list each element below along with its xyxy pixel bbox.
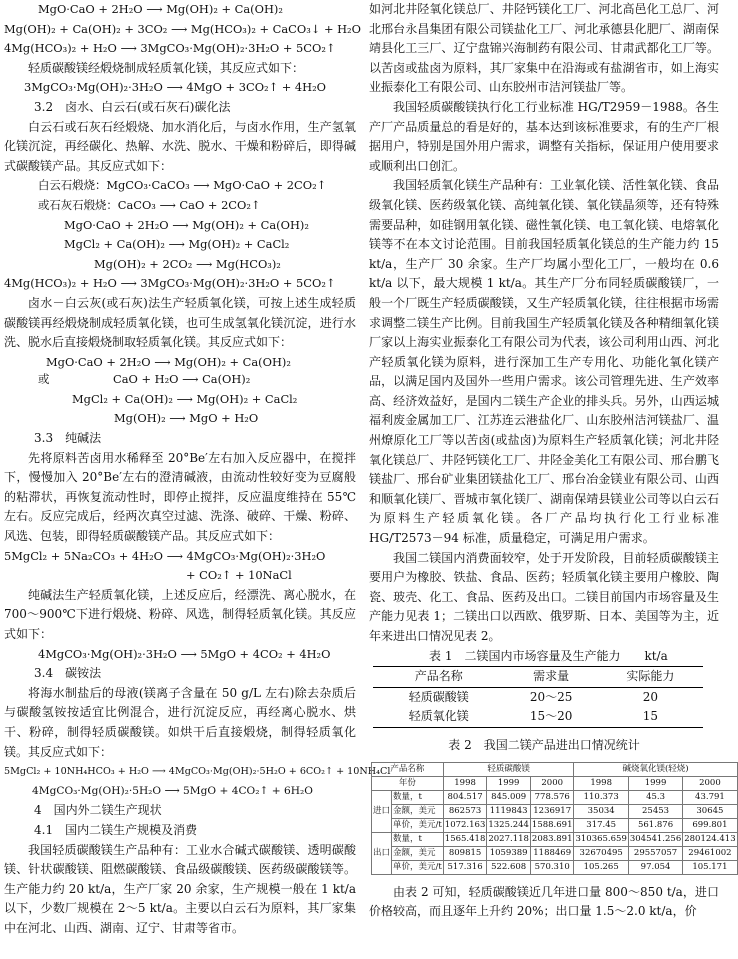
table-row: [372, 790, 738, 804]
table-header-row: [372, 762, 738, 776]
table-header: 碱烧氧化镁(轻烧): [574, 762, 737, 776]
section-heading: 3.3 纯碱法: [34, 431, 102, 446]
year-header: 1999: [487, 776, 531, 790]
table-cell: 25453: [628, 804, 682, 818]
table-cell: 15: [642, 709, 659, 724]
table-header: 产品名称: [372, 762, 444, 776]
table-cell: 2083.891: [530, 832, 574, 846]
table-cell: 15～20: [529, 709, 573, 724]
table-cell: 1059389: [487, 846, 531, 860]
row-label: 单价，美元/t: [392, 818, 444, 832]
right-column: [369, 0, 736, 922]
equation: MgO·CaO + 2H₂O ⟶ Mg(OH)₂ + Ca(OH)₂: [46, 354, 291, 369]
table-cell: 35034: [574, 804, 628, 818]
equation: 4MgCO₃·Mg(OH)₂·3H₂O ⟶ 5MgO + 4CO₂ + 4H₂O: [38, 646, 331, 661]
table-row: [372, 860, 738, 874]
paragraph: 纯碱法生产轻质氧化镁，上述反应后，经漂洗、离心脱水，在 700～900℃下进行煅烧、粉碎、风选，制得轻质氧化镁。其反应式如下：: [4, 587, 356, 641]
table-header-row: [372, 776, 738, 790]
equation: 或石灰石煅烧：CaCO₃ ⟶ CaO + 2CO₂↑: [38, 197, 261, 212]
table-cell: 1236917: [530, 804, 574, 818]
table-row: [372, 818, 738, 832]
equation: MgO·CaO + 2H₂O ⟶ Mg(OH)₂ + Ca(OH)₂: [64, 217, 309, 232]
section-heading: 4 国内外二镁生产现状: [34, 803, 162, 818]
equation: MgO·CaO + 2H₂O ⟶ Mg(OH)₂ + Ca(OH)₂: [38, 2, 283, 16]
row-label: 数量，t: [392, 790, 444, 804]
table-cell: 570.310: [530, 860, 574, 874]
equation: 4MgCO₃·Mg(OH)₂·5H₂O ⟶ 5MgO + 4CO₂↑ + 6H₂O: [32, 784, 313, 797]
paragraph: 我国轻质碳酸镁执行化工行业标准 HG/T2959－1988。各生产厂产品质量总的看是好的，基本达到该标准要求，有的生产厂根据用户，特别是国外用户需求，调整有关指标，保证用户使用要求或顺利出口创汇。: [369, 99, 719, 173]
table-cell: 20～25: [529, 689, 573, 704]
table-cell: 845.009: [487, 790, 531, 804]
year-header: 1998: [574, 776, 628, 790]
row-label: 金额，美元: [392, 804, 444, 818]
equation: Mg(OH)₂ + 2CO₂ ⟶ Mg(HCO₃)₂: [94, 256, 281, 271]
row-label: 单价，美元/t: [392, 860, 444, 874]
table-cell: 1588.691: [530, 818, 574, 832]
table-cell: 699.801: [683, 818, 737, 832]
table-header: 实际能力: [626, 669, 675, 684]
table-cell: 317.45: [574, 818, 628, 832]
year-header: 2000: [683, 776, 737, 790]
equation: 5MgCl₂ + 10NH₄HCO₃ + H₂O ⟶ 4MgCO₃·Mg(OH)₂·5H₂O + 6CO₂↑ + 10NH₄Cl: [4, 766, 391, 778]
table-cell: 105.265: [574, 860, 628, 874]
table-row: [372, 846, 738, 860]
paragraph: 白云石或石灰石经煅烧、加水消化后，与卤水作用，生产氢氧化镁沉淀，再经碳化、热解、水洗、脱水、干燥和粉碎后，即得碱式碳酸镁产品。其反应式如下：: [4, 119, 356, 173]
table-cell: 1325.244: [487, 818, 531, 832]
row-label: 金额，美元: [392, 846, 444, 860]
equation: 4Mg(HCO₃)₂ + H₂O ⟶ 3MgCO₃·Mg(OH)₂·3H₂O + 5CO₂↑: [4, 41, 336, 56]
table-cell: 1119843: [487, 804, 531, 818]
table-cell: 轻质碳酸镁: [408, 689, 469, 704]
table-cell: 43.791: [683, 790, 737, 804]
table-header: 年份: [372, 776, 444, 790]
table1-caption: 表 1 二镁国内市场容量及生产能力 kt/a: [429, 648, 668, 663]
table-cell: 1565.418: [443, 832, 487, 846]
table-cell: 280124.413: [683, 832, 737, 846]
table-cell: 310365.659: [574, 832, 628, 846]
table-cell: 32670495: [574, 846, 628, 860]
table-cell: 1188469: [530, 846, 574, 860]
table-cell: 804.517: [443, 790, 487, 804]
table-cell: 2027.118: [487, 832, 531, 846]
paragraph: 如河北井陉氧化镁总厂、井陉钙镁化工厂、河北高邑化工总厂、河北邢台永昌集团有限公司镁盐化工厂、河北承德县化肥厂、湖南保靖县化工三厂、辽宁盘锦兴海制药有限公司、甘肃武都化工厂等。以苦卤或盐卤为原料，其厂家集中在沿海或有盐湖省市，如上海实业振泰化工有限公司、山东胶州市洁河镁盐厂等。: [369, 2, 719, 95]
year-header: 1998: [443, 776, 487, 790]
table-cell: 862573: [443, 804, 487, 818]
equation-inline: CaO + H₂O ⟶ Ca(OH)₂: [113, 372, 251, 387]
table-header: 产品名称: [414, 669, 463, 684]
paragraph: 将海水制盐后的母液(镁离子含量在 50 g/L 左右)除去杂质后与碳酸氢铵按适宜比例混合，进行沉淀反应，再经离心脱水、烘干、粉碎，制得轻质碳酸镁。如烘干后直接煅烧，制得轻质氧化镁。其反应式如下：: [4, 685, 356, 759]
table1: [373, 666, 703, 728]
paragraph: 先将原料苦卤用水稀释至 20°Be′左右加入反应器中，在搅拌下，慢慢加入 20°Be′左右的澄清碱液，由流动性较好变为豆腐般的粘滞状，再恢复流动性时，即停止搅拌，反应温度维持在 55℃左右。反应完成后，经两次真空过滤、洗涤、破碎、干燥、粉碎、风选、包装，即得轻质碳酸镁产品。其反应式如下：: [4, 450, 356, 544]
table-cell: 561.876: [628, 818, 682, 832]
table-cell: 1072.163: [443, 818, 487, 832]
table-cell: 20: [642, 689, 659, 704]
table-header: 需求量: [533, 669, 570, 684]
table-cell: 809815: [443, 846, 487, 860]
table-cell: 517.316: [443, 860, 487, 874]
equation-or: [4, 370, 356, 390]
table-row: [373, 707, 703, 727]
paragraph: 我国轻质碳酸镁生产品种有：工业水合碱式碳酸镁、透明碳酸镁、针状碳酸镁、阻燃碳酸镁、食品级碳酸镁、医药级碳酸镁等。生产能力约 20 kt/a，生产厂家 20 余家，生产规模一般在 1 kt/a 以下，少数厂规模在 2～5 kt/a。主要以白云石为原料，其厂家集中在河北、山西、湖南、辽宁、甘肃等省市。: [4, 842, 356, 935]
group-label: 出口: [372, 832, 392, 874]
paragraph: 由表 2 可知，轻质碳酸镁近几年进口量 800～850 t/a，进口价格较高，而且逐年上升约 20%；出口量 1.5～2.0 kt/a，价: [369, 884, 719, 919]
table-row: [372, 832, 738, 846]
table-cell: 105.171: [683, 860, 737, 874]
table2-caption: 表 2 我国二镁产品进出口情况统计: [448, 737, 640, 752]
equation: Mg(OH)₂ ⟶ MgO + H₂O: [114, 411, 259, 426]
table-cell: 110.373: [574, 790, 628, 804]
export-rows: [372, 832, 738, 874]
paragraph: 我国轻质氧化镁生产品种有：工业氧化镁、活性氧化镁、食品级氧化镁、医药级氧化镁、高纯氧化镁、氧化镁晶须等，还有特殊需要品种，如硅钢用氧化镁、磁性氧化镁、电工氧化镁、电熔氧化镁等不在本文讨论范围。目前我国轻质氧化镁总的生产能力约 15 kt/a，生产厂 30 余家。生产厂均属小型化工厂，一般均在 0.6 kt/a 以下，最大规模 1 kt/a。其生产厂分布同轻质碳酸镁厂，一般一个厂既生产轻质碳酸镁，又生产轻质氧化镁，往往根据市场需求调整二镁生产比例。目前我国生产轻质氧化镁及各种精细氧化镁厂家以上海实业振泰化工有限公司为代表，该公司利用山西、河北产轻质氧化镁为原料，进行深加工生产专用化、功能化氧化镁产品，以满足国内及国外一些用户需求。该公司管理先进、生产效率高、经济效益好，是国内二镁生产企业的排头兵。另外，山西运城福利废金属加工厂、江苏连云港盐化厂、山东胶州洁河镁盐厂、温州燎原化工厂等以苦卤(或盐卤)为原料生产轻质氧化镁；河北井陉氧化镁总厂、井陉钙镁化工厂、井陉金美化工有限公司、邢台鹏飞镁盐厂、邢台矿业集团镁盐化工厂、邢台冶金镁业有限公司、山西和顺氧化镁厂、晋城市氧化镁厂、湖南保靖县镁业公司等以白云石为原料生产轻质氧化镁。各厂产品均执行化工行业标准 HG/T2573－94 标准，质量稳定，可满足用户需求。: [369, 178, 719, 546]
table-cell: 522.608: [487, 860, 531, 874]
section-heading: 3.4 碳铵法: [34, 666, 102, 681]
table-cell: 30645: [683, 804, 737, 818]
table-cell: 778.576: [530, 790, 574, 804]
section-heading: 3.2 卤水、白云石(或石灰石)碳化法: [34, 99, 231, 114]
table-cell: 304541.256: [628, 832, 682, 846]
equation: + CO₂↑ + 10NaCl: [186, 568, 292, 583]
equation: 4Mg(HCO₃)₂ + H₂O ⟶ 3MgCO₃·Mg(OH)₂·3H₂O + 5CO₂↑: [4, 276, 336, 291]
equation: 白云石煅烧：MgCO₃·CaCO₃ ⟶ MgO·CaO + 2CO₂↑: [38, 178, 327, 193]
or-label: 或: [38, 372, 50, 387]
table-cell: 29461002: [683, 846, 737, 860]
equation: MgCl₂ + Ca(OH)₂ ⟶ Mg(OH)₂ + CaCl₂: [64, 237, 290, 252]
table2: [371, 762, 738, 875]
row-label: 数量，t: [392, 832, 444, 846]
table-row: [373, 687, 703, 707]
equation: 5MgCl₂ + 5Na₂CO₃ + 4H₂O ⟶ 4MgCO₃·Mg(OH)₂·3H₂O: [4, 548, 326, 563]
table-cell: 29557057: [628, 846, 682, 860]
year-header: 2000: [530, 776, 574, 790]
table-header-row: [373, 667, 703, 688]
year-header: 1999: [628, 776, 682, 790]
table-row: [372, 804, 738, 818]
paragraph: 卤水－白云灰(或石灰)法生产轻质氧化镁，可按上述生成轻质碳酸镁再经煅烧制成轻质氧化镁，也可生成氢氧化镁沉淀，进行水洗、脱水后直接煅烧制取轻质氧化镁。其反应式如下：: [4, 295, 356, 350]
equation: Mg(OH)₂ + Ca(OH)₂ + 3CO₂ ⟶ Mg(HCO₃)₂ + CaCO₃↓ + H₂O: [4, 21, 361, 36]
paragraph: 我国二镁国内消费面较窄，处于开发阶段，目前轻质碳酸镁主要用户为橡胶、铁盐、食品、医药；轻质氧化镁主要用户橡胶、陶瓷、玻壳、化工、食品、医药及出口。二镁目前国内市场容量及生产能力见表 1；二镁出口以西欧、俄罗斯、日本、美国等为主，近年来进出口情况见表 2。: [369, 550, 719, 643]
table-cell: 45.3: [628, 790, 682, 804]
group-label: 进口: [372, 790, 392, 832]
equation: MgCl₂ + Ca(OH)₂ ⟶ Mg(OH)₂ + CaCl₂: [72, 391, 298, 406]
import-rows: [372, 790, 738, 832]
table-header: 轻质碳酸镁: [443, 762, 574, 776]
equation: 3MgCO₃·Mg(OH)₂·3H₂O ⟶ 4MgO + 3CO₂↑ + 4H₂O: [24, 80, 327, 95]
table-cell: 97.054: [628, 860, 682, 874]
table-cell: 轻质氧化镁: [408, 709, 469, 724]
paragraph: 轻质碳酸镁经煅烧制成轻质氧化镁，其反应式如下：: [28, 60, 305, 75]
section-heading: 4.1 国内二镁生产规模及消费: [34, 822, 198, 837]
